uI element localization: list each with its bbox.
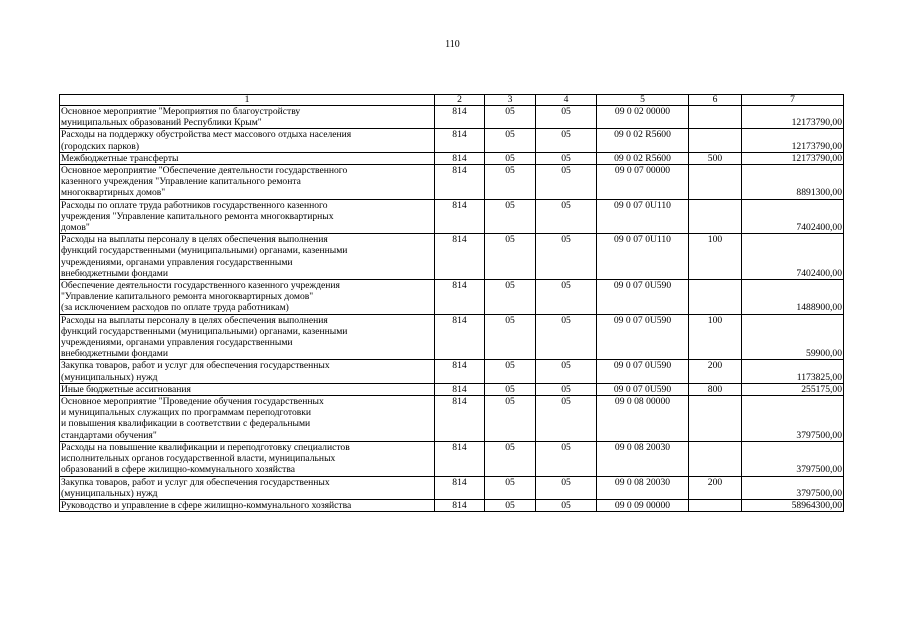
target-article-cell: 09 0 02 00000 — [597, 106, 689, 129]
admin-code-cell: 814 — [435, 499, 485, 511]
row-name-cell: Закупка товаров, работ и услуг для обеспечения государственных (муниципальных) нужд — [60, 360, 435, 383]
amount-cell: 1173825,00 — [742, 360, 844, 383]
admin-code-cell: 814 — [435, 314, 485, 360]
section-cell: 05 — [485, 396, 536, 442]
row-name-cell: Расходы на выплаты персоналу в целях обеспечения выполнения функций государственными (муниципальными) органами, казенными учреждениями, органами управления государственными внебюджетными фондами — [60, 234, 435, 280]
admin-code-cell: 814 — [435, 280, 485, 315]
expense-type-cell — [689, 280, 742, 315]
row-name-cell: Межбюджетные трансферты — [60, 152, 435, 164]
row-name-cell: Расходы на выплаты персоналу в целях обеспечения выполнения функций государственными (муниципальными) органами, казенными учреждениями, органами управления государственными внебюджетными фондами — [60, 314, 435, 360]
expense-type-cell: 500 — [689, 152, 742, 164]
admin-code-cell: 814 — [435, 441, 485, 476]
section-cell: 05 — [485, 499, 536, 511]
section-cell: 05 — [485, 441, 536, 476]
table-body — [60, 95, 844, 512]
section-cell: 05 — [485, 383, 536, 395]
admin-code-cell: 814 — [435, 383, 485, 395]
amount-cell: 7402400,00 — [742, 199, 844, 234]
table-row — [60, 396, 844, 442]
subsection-cell: 05 — [536, 199, 597, 234]
page-number: 110 — [445, 39, 460, 50]
subsection-cell: 05 — [536, 152, 597, 164]
table-row — [60, 499, 844, 511]
amount-cell: 58964300,00 — [742, 499, 844, 511]
subsection-cell: 05 — [536, 360, 597, 383]
expense-type-cell — [689, 396, 742, 442]
target-article-cell: 09 0 09 00000 — [597, 499, 689, 511]
expense-type-cell — [689, 129, 742, 152]
table-row — [60, 152, 844, 164]
header-cell: 5 — [597, 95, 689, 106]
row-name-cell: Расходы на поддержку обустройства мест массового отдыха населения (городских парков) — [60, 129, 435, 152]
admin-code-cell: 814 — [435, 199, 485, 234]
table-row — [60, 106, 844, 129]
row-name-cell: Закупка товаров, работ и услуг для обеспечения государственных (муниципальных) нужд — [60, 476, 435, 499]
budget-table — [59, 94, 844, 512]
target-article-cell: 09 0 07 0U590 — [597, 383, 689, 395]
expense-type-cell — [689, 165, 742, 200]
subsection-cell: 05 — [536, 314, 597, 360]
amount-cell: 3797500,00 — [742, 476, 844, 499]
expense-type-cell: 800 — [689, 383, 742, 395]
expense-type-cell: 200 — [689, 360, 742, 383]
header-cell: 1 — [60, 95, 435, 106]
admin-code-cell: 814 — [435, 129, 485, 152]
table-row — [60, 165, 844, 200]
subsection-cell: 05 — [536, 129, 597, 152]
expense-type-cell — [689, 199, 742, 234]
amount-cell: 7402400,00 — [742, 234, 844, 280]
section-cell: 05 — [485, 129, 536, 152]
subsection-cell: 05 — [536, 476, 597, 499]
expense-type-cell: 200 — [689, 476, 742, 499]
admin-code-cell: 814 — [435, 476, 485, 499]
table-header-row — [60, 95, 844, 106]
header-cell: 3 — [485, 95, 536, 106]
amount-cell: 59900,00 — [742, 314, 844, 360]
expense-type-cell — [689, 106, 742, 129]
row-name-cell: Руководство и управление в сфере жилищно-коммунального хозяйства — [60, 499, 435, 511]
target-article-cell: 09 0 08 20030 — [597, 476, 689, 499]
expense-type-cell — [689, 499, 742, 511]
subsection-cell: 05 — [536, 499, 597, 511]
section-cell: 05 — [485, 234, 536, 280]
table-row — [60, 234, 844, 280]
amount-cell: 3797500,00 — [742, 396, 844, 442]
subsection-cell: 05 — [536, 106, 597, 129]
admin-code-cell: 814 — [435, 152, 485, 164]
row-name-cell: Расходы по оплате труда работников государственного казенного учреждения "Управление капитального ремонта многоквартирных домов" — [60, 199, 435, 234]
expense-type-cell: 100 — [689, 314, 742, 360]
section-cell: 05 — [485, 360, 536, 383]
row-name-cell: Основное мероприятие "Обеспечение деятельности государственного казенного учреждения "Управление капитального ремонта многоквартирных домов" — [60, 165, 435, 200]
subsection-cell: 05 — [536, 396, 597, 442]
table-row — [60, 199, 844, 234]
table-row — [60, 441, 844, 476]
amount-cell: 12173790,00 — [742, 152, 844, 164]
header-cell: 4 — [536, 95, 597, 106]
target-article-cell: 09 0 07 0U590 — [597, 280, 689, 315]
admin-code-cell: 814 — [435, 106, 485, 129]
table-row — [60, 314, 844, 360]
target-article-cell: 09 0 07 0U110 — [597, 234, 689, 280]
expense-type-cell — [689, 441, 742, 476]
section-cell: 05 — [485, 314, 536, 360]
row-name-cell: Основное мероприятие "Проведение обучения государственных и муниципальных служащих по программам переподготовки и повышения квалификации в соответствии с федеральными стандартами обучения" — [60, 396, 435, 442]
subsection-cell: 05 — [536, 441, 597, 476]
expense-type-cell: 100 — [689, 234, 742, 280]
target-article-cell: 09 0 07 00000 — [597, 165, 689, 200]
section-cell: 05 — [485, 476, 536, 499]
target-article-cell: 09 0 07 0U590 — [597, 360, 689, 383]
row-name-cell: Иные бюджетные ассигнования — [60, 383, 435, 395]
admin-code-cell: 814 — [435, 165, 485, 200]
target-article-cell: 09 0 02 R5600 — [597, 152, 689, 164]
subsection-cell: 05 — [536, 280, 597, 315]
header-cell: 7 — [742, 95, 844, 106]
target-article-cell: 09 0 02 R5600 — [597, 129, 689, 152]
header-cell: 6 — [689, 95, 742, 106]
section-cell: 05 — [485, 280, 536, 315]
amount-cell: 1488900,00 — [742, 280, 844, 315]
table-row — [60, 383, 844, 395]
amount-cell: 255175,00 — [742, 383, 844, 395]
header-cell: 2 — [435, 95, 485, 106]
subsection-cell: 05 — [536, 234, 597, 280]
row-name-cell: Обеспечение деятельности государственного казенного учреждения "Управление капитального ремонта многоквартирных домов" (за исключением расходов по оплате труда работникам) — [60, 280, 435, 315]
table-row — [60, 476, 844, 499]
row-name-cell: Основное мероприятие "Мероприятия по благоустройству муниципальных образований Республики Крым" — [60, 106, 435, 129]
table-row — [60, 360, 844, 383]
amount-cell: 8891300,00 — [742, 165, 844, 200]
section-cell: 05 — [485, 165, 536, 200]
subsection-cell: 05 — [536, 165, 597, 200]
row-name-cell: Расходы на повышение квалификации и переподготовку специалистов исполнительных органов государственной власти, муниципальных образований в сфере жилищно-коммунального хозяйства — [60, 441, 435, 476]
section-cell: 05 — [485, 106, 536, 129]
table-row — [60, 129, 844, 152]
amount-cell: 3797500,00 — [742, 441, 844, 476]
admin-code-cell: 814 — [435, 234, 485, 280]
subsection-cell: 05 — [536, 383, 597, 395]
admin-code-cell: 814 — [435, 396, 485, 442]
target-article-cell: 09 0 08 00000 — [597, 396, 689, 442]
amount-cell: 12173790,00 — [742, 129, 844, 152]
target-article-cell: 09 0 07 0U590 — [597, 314, 689, 360]
table-row — [60, 280, 844, 315]
admin-code-cell: 814 — [435, 360, 485, 383]
target-article-cell: 09 0 07 0U110 — [597, 199, 689, 234]
target-article-cell: 09 0 08 20030 — [597, 441, 689, 476]
section-cell: 05 — [485, 152, 536, 164]
amount-cell: 12173790,00 — [742, 106, 844, 129]
section-cell: 05 — [485, 199, 536, 234]
